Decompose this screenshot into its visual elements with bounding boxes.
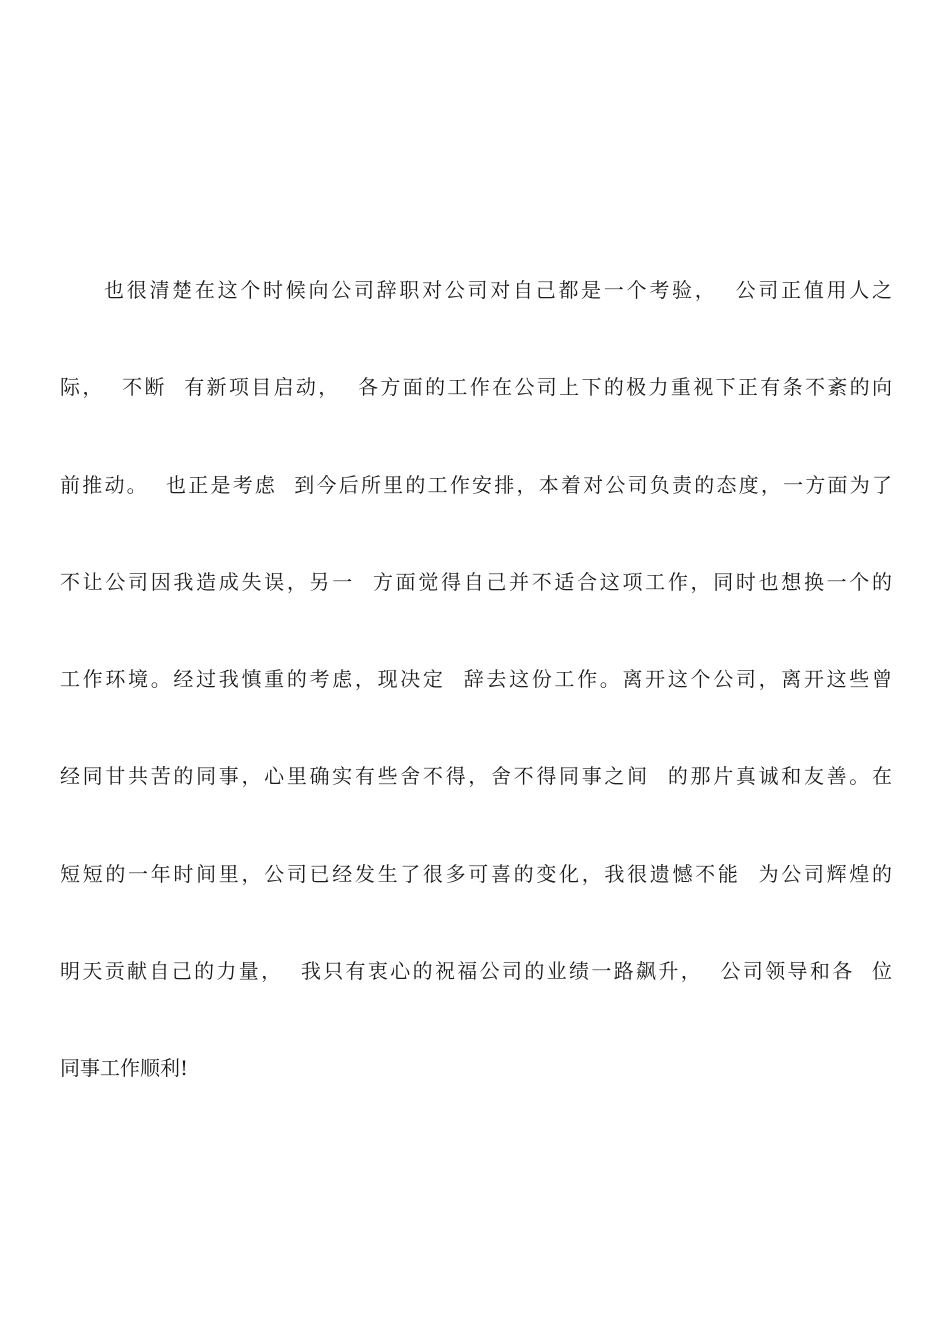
resignation-paragraph (60, 270, 892, 1146)
paragraph-line: 前推动。 也正是考虑 到今后所里的工作安排，本着对公司负责的态度，一方面为了 (60, 472, 892, 497)
paragraph-line: 同事工作顺利! (60, 1056, 189, 1081)
paragraph-line: 短短的一年时间里，公司已经发生了很多可喜的变化，我很遗憾不能 为公司辉煌的 (60, 861, 892, 886)
paragraph-line: 工作环境。经过我慎重的考虑，现决定 辞去这份工作。离开这个公司，离开这些曾 (60, 667, 892, 692)
paragraph-line: 不让公司因我造成失误，另一 方面觉得自己并不适合这项工作，同时也想换一个的 (60, 569, 892, 594)
paragraph-line: 明天贡献自己的力量， 我只有衷心的祝福公司的业绩一路飙升， 公司领导和各 位 (60, 959, 892, 984)
paragraph-line: 也很清楚在这个时候向公司辞职对公司对自己都是一个考验， 公司正值用人之 (104, 278, 892, 302)
paragraph-line: 际， 不断 有新项目启动， 各方面的工作在公司上下的极力重视下正有条不紊的向 (60, 375, 892, 400)
paragraph-line: 经同甘共苦的同事，心里确实有些舍不得，舍不得同事之间 的那片真诚和友善。在 (60, 764, 892, 789)
